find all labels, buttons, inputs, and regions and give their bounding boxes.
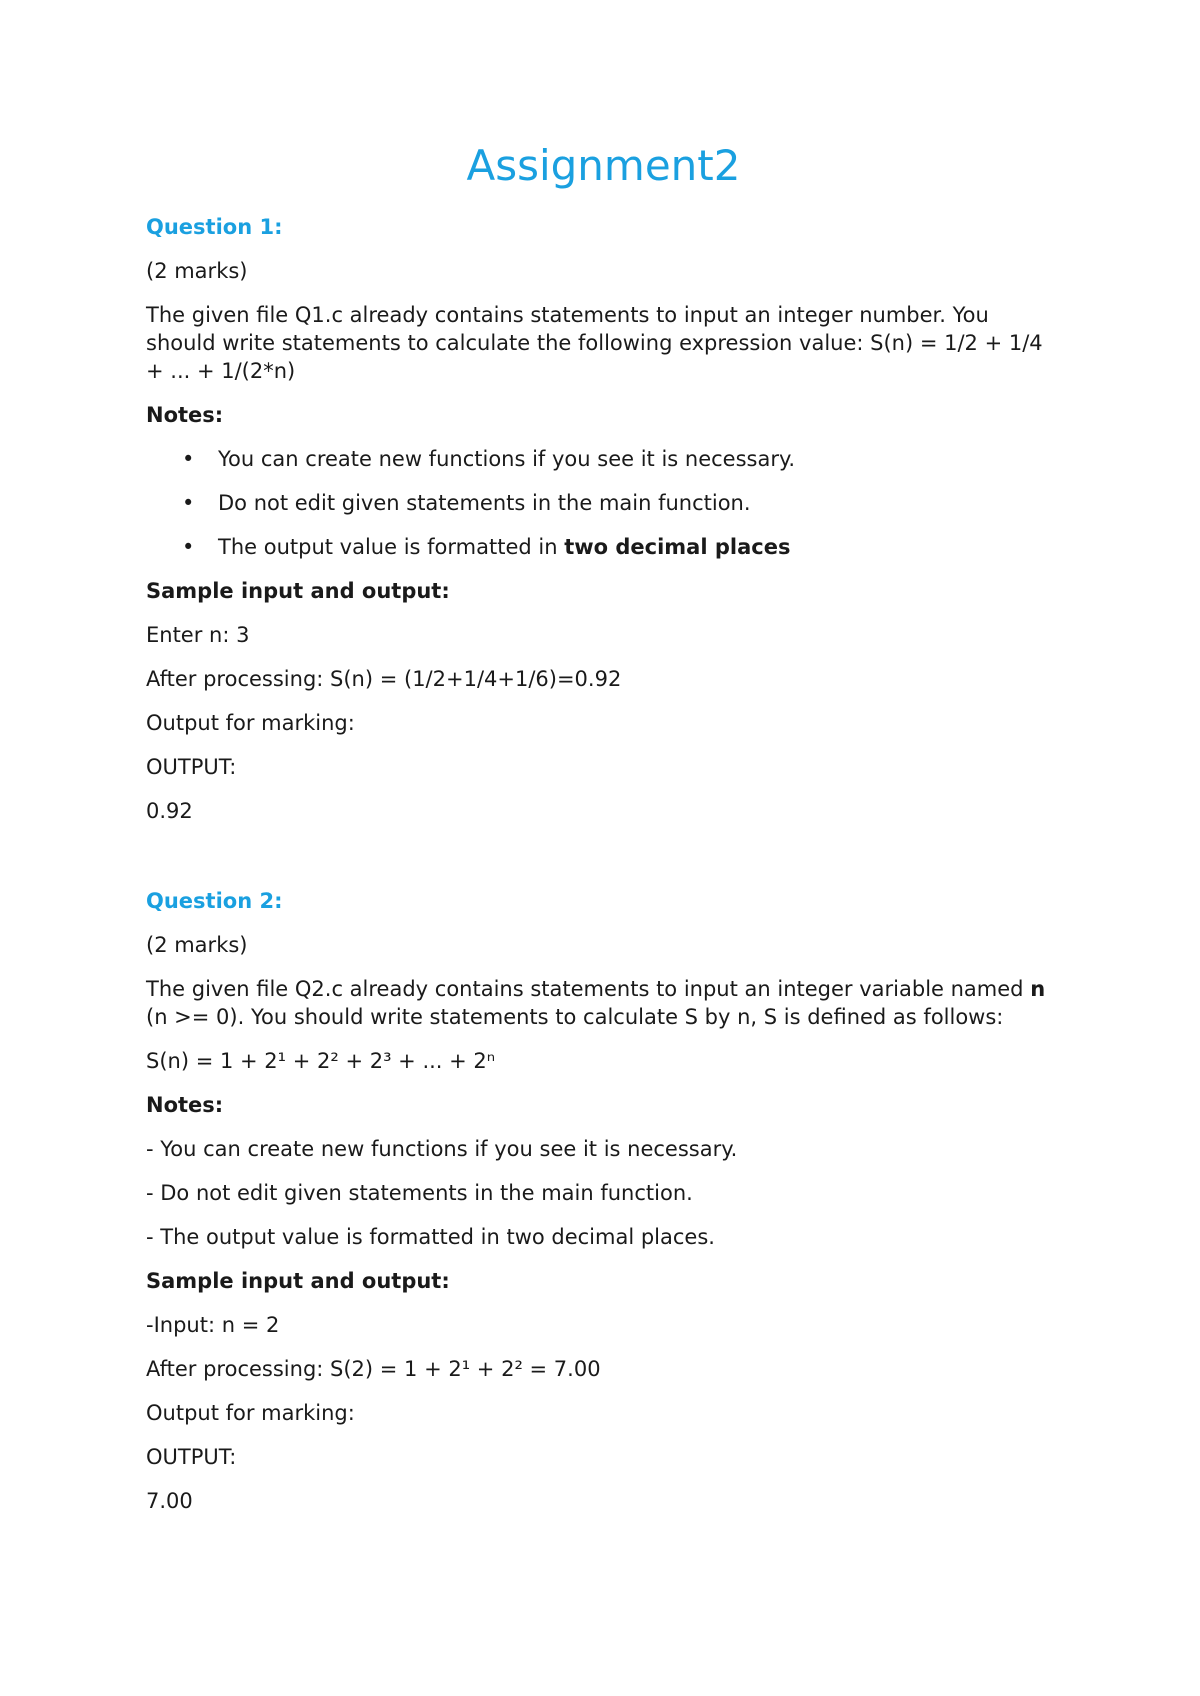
question-2-description-bold: n bbox=[1030, 976, 1046, 1001]
question-2-sample-line: 7.00 bbox=[146, 1488, 193, 1513]
question-1-note-item bbox=[146, 533, 1061, 561]
question-1-heading: Question 1: bbox=[146, 214, 283, 239]
question-2-sample-line: OUTPUT: bbox=[146, 1444, 237, 1469]
question-1-note-bold: two decimal places bbox=[564, 534, 791, 559]
question-1-note-text: You can create new functions if you see it is necessary. bbox=[218, 446, 796, 471]
question-1-note-item bbox=[146, 489, 1061, 517]
question-1-note-text: Do not edit given statements in the main function. bbox=[218, 490, 751, 515]
bullet-icon: • bbox=[182, 534, 195, 559]
question-1-sample-line: 0.92 bbox=[146, 798, 193, 823]
question-2-note-item: - Do not edit given statements in the main function. bbox=[146, 1180, 693, 1205]
question-2-sample-label: Sample input and output: bbox=[146, 1268, 450, 1293]
question-2-note-item: - You can create new functions if you see it is necessary. bbox=[146, 1136, 738, 1161]
question-1-sample-line: Enter n: 3 bbox=[146, 622, 250, 647]
question-1-sample-line: Output for marking: bbox=[146, 710, 355, 735]
question-1-marks: (2 marks) bbox=[146, 258, 248, 283]
question-2-note-item: - The output value is formatted in two decimal places. bbox=[146, 1224, 715, 1249]
question-1-note-item bbox=[146, 445, 1061, 473]
bullet-icon: • bbox=[182, 490, 195, 515]
question-1-description: The given file Q1.c already contains statements to input an integer number. You should write statements to calculate the following expression value: S(n) = 1/2 + 1/4 + ... + 1/(2*n) bbox=[146, 302, 1043, 383]
question-1-section bbox=[146, 213, 1061, 825]
document-title: Assignment2 bbox=[466, 141, 741, 190]
question-2-sample-line: After processing: S(2) = 1 + 2¹ + 2² = 7.00 bbox=[146, 1356, 601, 1381]
question-1-note-text: The output value is formatted in bbox=[218, 534, 565, 559]
question-1-notes-label: Notes: bbox=[146, 402, 224, 427]
document-content bbox=[146, 140, 1061, 1531]
question-2-notes-label: Notes: bbox=[146, 1092, 224, 1117]
question-2-sample-line: Output for marking: bbox=[146, 1400, 355, 1425]
question-2-section bbox=[146, 887, 1061, 1515]
question-1-sample-line: OUTPUT: bbox=[146, 754, 237, 779]
section-spacer bbox=[146, 841, 1061, 887]
question-1-sample-line: After processing: S(n) = (1/2+1/4+1/6)=0.92 bbox=[146, 666, 622, 691]
question-2-description-pre: The given file Q2.c already contains statements to input an integer variable named bbox=[146, 976, 1031, 1001]
question-2-sample-line: -Input: n = 2 bbox=[146, 1312, 280, 1337]
bullet-icon: • bbox=[182, 446, 195, 471]
question-2-description bbox=[146, 975, 1061, 1031]
question-2-heading: Question 2: bbox=[146, 888, 283, 913]
question-2-formula: S(n) = 1 + 2¹ + 2² + 2³ + ... + 2ⁿ bbox=[146, 1048, 496, 1073]
question-1-notes-list bbox=[146, 445, 1061, 561]
question-2-marks: (2 marks) bbox=[146, 932, 248, 957]
question-1-sample-label: Sample input and output: bbox=[146, 578, 450, 603]
question-2-description-post: (n >= 0). You should write statements to calculate S by n, S is defined as follows: bbox=[146, 1004, 1004, 1029]
